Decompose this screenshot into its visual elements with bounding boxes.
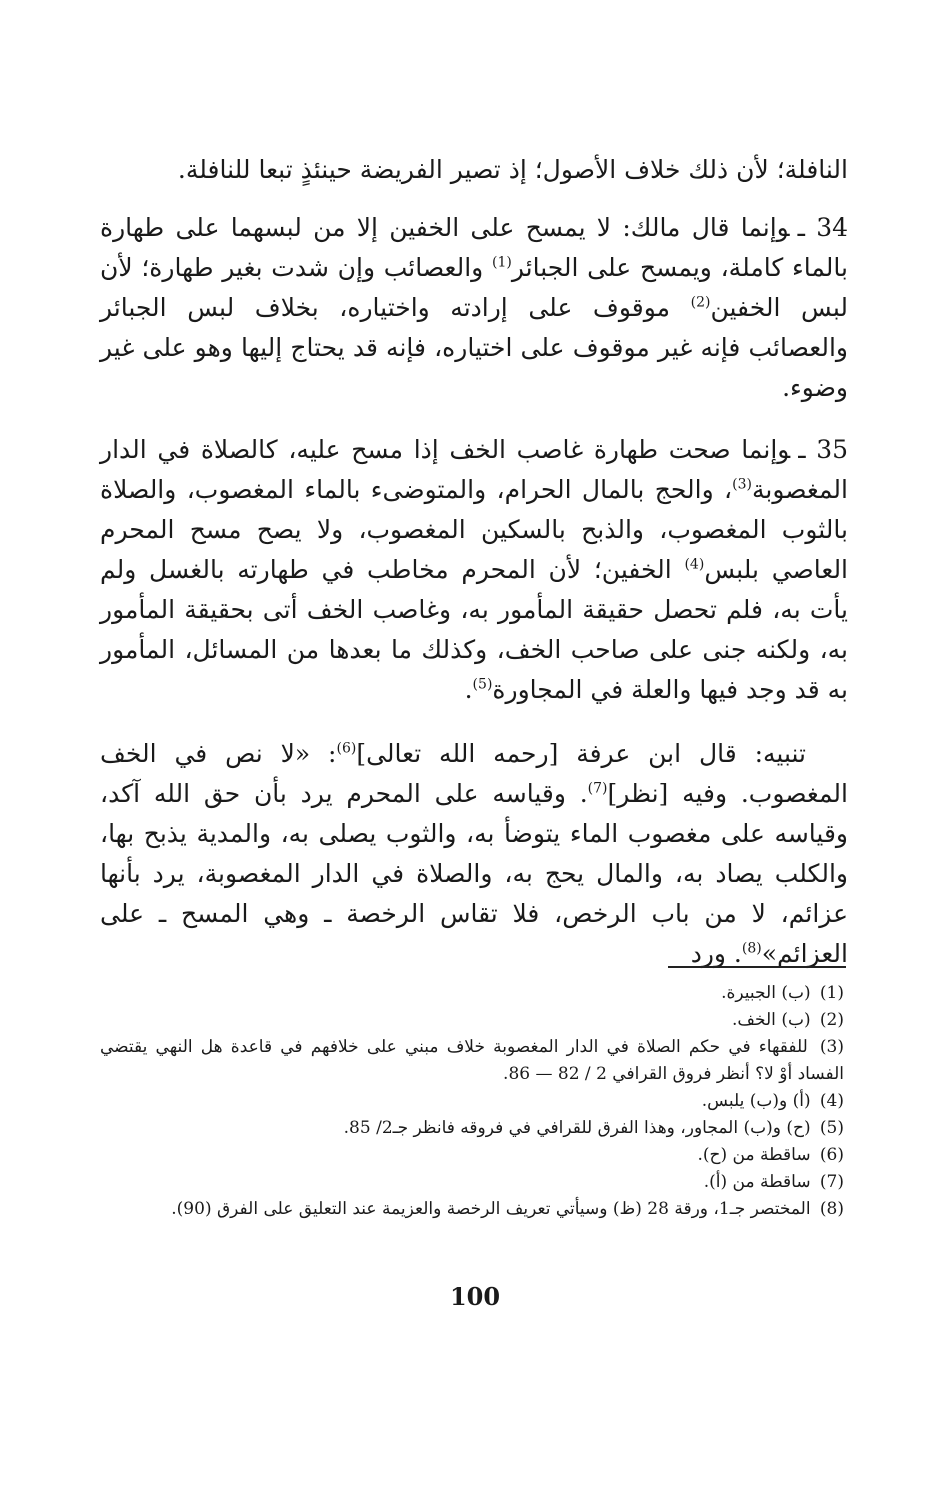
footnotes — [100, 980, 844, 1223]
paragraph-text: والعصائب وإن شدت بغير طهارة؛ لأن لبس الخفين — [100, 253, 848, 322]
footnote-4 — [100, 1088, 844, 1115]
paragraph-text: تنبيه: قال ابن عرفة [رحمه الله تعالى] — [356, 739, 806, 768]
main-text — [100, 150, 848, 974]
footnote-ref-7[interactable]: (7) — [587, 780, 608, 797]
paragraph-34 — [100, 208, 848, 408]
footnote-3 — [100, 1034, 844, 1088]
footnote-ref-5[interactable]: (5) — [472, 676, 493, 693]
footnote-text: (ب) الخف. — [732, 1010, 811, 1030]
footnote-ref-6[interactable]: (6) — [336, 740, 357, 757]
footnote-number: (5) — [819, 1118, 844, 1138]
footnote-ref-2[interactable]: (2) — [690, 294, 711, 311]
paragraph-text: وإنما قال مالك: لا يمسح على الخفين إلا من لبسهما على طهارة بالماء كاملة، ويمسح على الجبائر — [100, 213, 848, 282]
footnote-ref-8[interactable]: (8) — [741, 940, 762, 957]
paragraph-text: : «لا نص في الخف المغصوب. وفيه [نظر] — [100, 739, 848, 808]
paragraph-text: وإنما صحت طهارة غاصب الخف إذا مسح عليه، كالصلاة في الدار المغصوبة — [100, 435, 848, 504]
continuation-paragraph: النافلة؛ لأن ذلك خلاف الأصول؛ إذ تصير الفريضة حينئذٍ تبعا للنافلة. — [177, 155, 848, 184]
footnote-number: (8) — [819, 1199, 844, 1219]
footnote-text: المختصر جـ1، ورقة 28 (ظ) وسيأتي تعريف الرخصة والعزيمة عند التعليق على الفرق (90). — [171, 1199, 811, 1219]
paragraph-text: . — [464, 675, 473, 704]
footnote-text: ساقطة من (ح). — [697, 1145, 811, 1165]
footnote-ref-3[interactable]: (3) — [732, 476, 752, 493]
footnote-text: (ب) الجبيرة. — [721, 983, 811, 1003]
paragraph-text: . ورد — [690, 939, 742, 968]
paragraph-text: موقوف على إرادته واختياره، بخلاف لبس الجبائر والعصائب فإنه غير موقوف على اختياره، فإنه قد يحتاج إليها وهو على غير وضوء. — [100, 293, 848, 402]
footnote-number: (3) — [819, 1037, 844, 1057]
paragraph-text: الخفين؛ لأن المحرم مخاطب في طهارته بالغسل ولم يأت به، فلم تحصل حقيقة المأمور به، وغاصب الخف أتى بحقيقة المأمور به، ولكنه جنى على صاحب الخف، وكذلك ما بعدها من المسائل، المأمور به قد وجد فيها والعلة في المجاورة — [100, 555, 848, 704]
paragraph-text: . وقياسه على المحرم يرد بأن حق الله آكد، وقياسه على مغصوب الماء يتوضأ به، والثوب يصلى به، والمدية يذبح بها، والكلب يصاد به، والمال يحج به، والصلاة في الدار المغصوبة، يرد بأنها عزائم، لا من باب الرخص، فلا تقاس الرخصة ـ وهي المسح ـ على العزائم» — [100, 779, 848, 968]
footnote-text: (ح) و(ب) المجاور، وهذا الفرق للقرافي في فروقه فانظر جـ2/ 85. — [343, 1118, 811, 1138]
paragraph-number: 35 ـ — [798, 435, 848, 464]
footnote-separator — [668, 966, 846, 968]
footnote-number: (1) — [819, 983, 844, 1003]
footnote-ref-4[interactable]: (4) — [684, 556, 705, 573]
footnote-2 — [100, 1007, 844, 1034]
footnote-number: (7) — [819, 1172, 844, 1192]
footnote-6 — [100, 1142, 844, 1169]
paragraph-text: ، والحج بالمال الحرام، والمتوضىء بالماء المغصوب، والصلاة بالثوب المغصوب، والذبح بالسكين المغصوب، ولا يصح مسح المحرم العاصي بلبس — [100, 475, 849, 584]
footnote-ref-1[interactable]: (1) — [491, 254, 512, 271]
notice-paragraph — [100, 734, 848, 974]
footnote-text: ساقطة من (أ). — [703, 1172, 811, 1192]
paragraph-number: 34 ـ — [797, 213, 848, 242]
footnote-text: للفقهاء في حكم الصلاة في الدار المغصوبة خلاف مبني على خلافهم في قاعدة هل النهي يقتضي الفساد أوْ لا؟ أنظر فروق القرافي 2 / 82 — 86. — [100, 1037, 844, 1084]
footnote-5 — [100, 1115, 844, 1142]
footnote-1 — [100, 980, 844, 1007]
footnote-number: (6) — [819, 1145, 844, 1165]
footnote-7 — [100, 1169, 844, 1196]
footnote-8 — [100, 1196, 844, 1223]
footnote-number: (2) — [819, 1010, 844, 1030]
paragraph-35 — [100, 430, 848, 710]
footnote-text: (أ) و(ب) يلبس. — [701, 1091, 811, 1111]
page-number: 100 — [449, 1282, 501, 1311]
footnote-number: (4) — [819, 1091, 844, 1111]
